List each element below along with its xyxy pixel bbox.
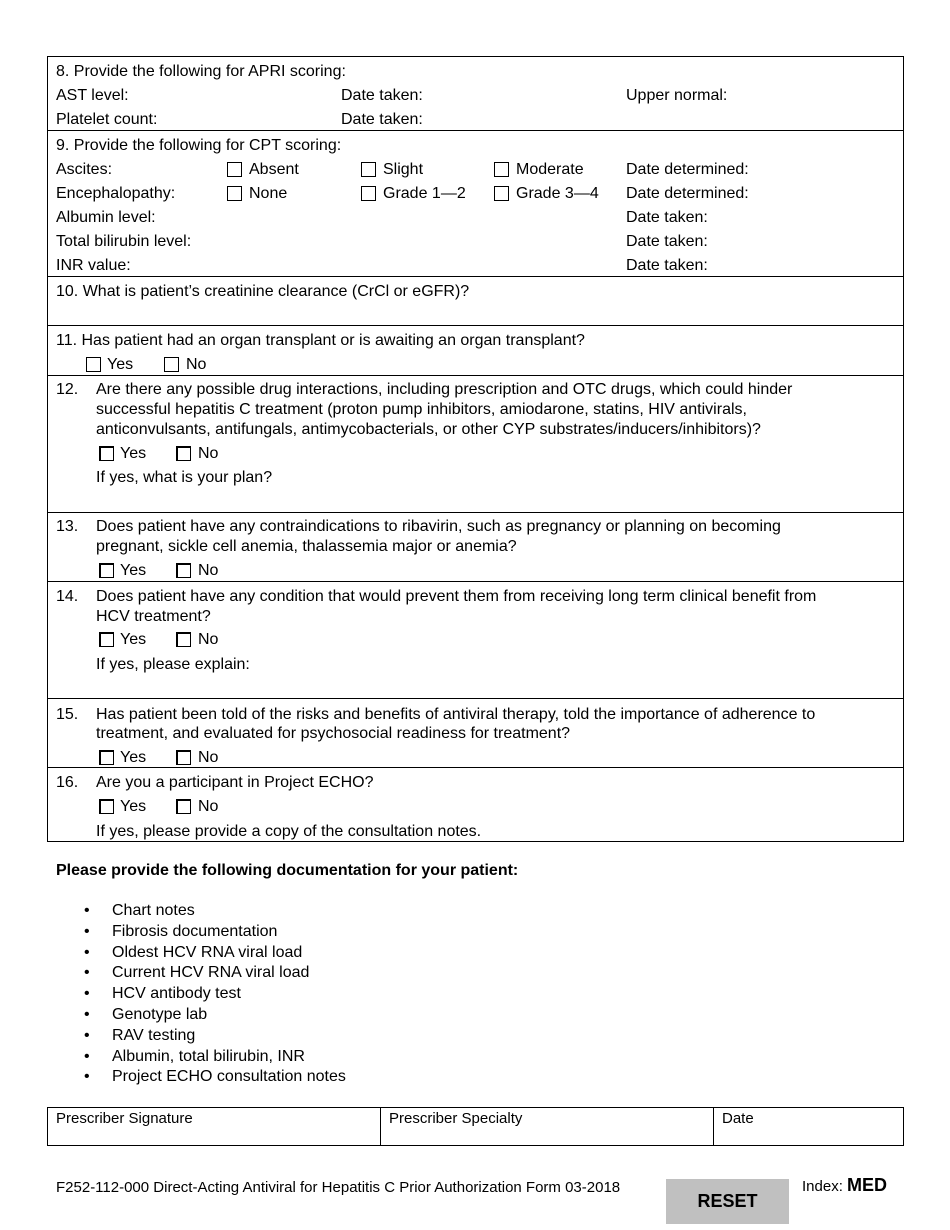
divider-q13 [47, 512, 904, 513]
prescriber-specialty-field[interactable] [380, 1107, 714, 1146]
divider-q15 [47, 698, 904, 699]
bullet-icon: • [84, 1026, 90, 1044]
bullet-icon: • [84, 943, 90, 961]
q8-heading: 8. Provide the following for APRI scoring: [56, 63, 346, 80]
q12-no-checkbox[interactable] [176, 446, 191, 461]
prescriber-signature-field[interactable] [47, 1107, 381, 1146]
list-item: • Oldest HCV RNA viral load [84, 943, 346, 964]
q13-line-2: pregnant, sickle cell anemia, thalassemia major or anemia? [96, 538, 517, 555]
form-id: F252-112-000 Direct-Acting Antiviral for Hepatitis C Prior Authorization Form 03-2018 [56, 1179, 621, 1196]
q12-yes-label: Yes [120, 445, 147, 462]
q16-text: Are you a participant in Project ECHO? [96, 774, 374, 791]
q11-yes-checkbox[interactable] [86, 357, 101, 372]
documentation-heading: Please provide the following documentation for your patient: [56, 862, 519, 879]
q14-no-checkbox[interactable] [176, 632, 191, 647]
bullet-icon: • [84, 922, 90, 940]
q12-no-label: No [198, 445, 219, 462]
reset-button[interactable]: RESET [666, 1179, 789, 1224]
list-item: • Chart notes [84, 901, 346, 922]
q14-number: 14. [56, 588, 79, 605]
q12-line-3: anticonvulsants, antifungals, antimycobacterials, or other CYP substrates/inducers/inhibitors)? [96, 421, 761, 438]
inr-date-label: Date taken: [626, 257, 708, 274]
q14-line-2: HCV treatment? [96, 608, 211, 625]
albumin-label: Albumin level: [56, 209, 156, 226]
prescriber-specialty-label: Prescriber Specialty [389, 1110, 523, 1127]
ascites-absent-label: Absent [249, 161, 299, 178]
platelet-date-label: Date taken: [341, 111, 423, 128]
q11-no-checkbox[interactable] [164, 357, 179, 372]
ascites-slight-checkbox[interactable] [361, 162, 376, 177]
q16-yes-checkbox[interactable] [99, 799, 114, 814]
q15-line-2: treatment, and evaluated for psychosocial readiness for treatment? [96, 725, 571, 742]
enceph-date-label: Date determined: [626, 185, 749, 202]
q13-yes-label: Yes [120, 562, 147, 579]
q14-yes-checkbox[interactable] [99, 632, 114, 647]
enceph-grade12-checkbox[interactable] [361, 186, 376, 201]
upper-normal-label: Upper normal: [626, 87, 728, 104]
list-item: • RAV testing [84, 1026, 346, 1047]
bullet-icon: • [84, 1068, 90, 1086]
q11-text: 11. Has patient had an organ transplant or is awaiting an organ transplant? [56, 332, 585, 349]
q16-no-label: No [198, 798, 219, 815]
ascites-date-label: Date determined: [626, 161, 749, 178]
enceph-none-checkbox[interactable] [227, 186, 242, 201]
inr-label: INR value: [56, 257, 131, 274]
index-value: MED [847, 1175, 888, 1195]
q14-followup: If yes, please explain: [96, 656, 250, 673]
divider-q11 [47, 325, 904, 326]
q16-no-checkbox[interactable] [176, 799, 191, 814]
q15-yes-checkbox[interactable] [99, 750, 114, 765]
q13-line-1: Does patient have any contraindications to ribavirin, such as pregnancy or planning on becoming [96, 518, 781, 535]
bullet-icon: • [84, 1005, 90, 1023]
ascites-moderate-checkbox[interactable] [494, 162, 509, 177]
list-item: • Albumin, total bilirubin, INR [84, 1047, 346, 1068]
date-field[interactable] [713, 1107, 904, 1146]
ast-date-label: Date taken: [341, 87, 423, 104]
q13-no-label: No [198, 562, 219, 579]
q14-line-1: Does patient have any condition that would prevent them from receiving long term clinical benefit from [96, 588, 817, 605]
list-item: • Genotype lab [84, 1005, 346, 1026]
q11-no-label: No [186, 356, 207, 373]
bilirubin-date-label: Date taken: [626, 233, 708, 250]
q12-followup: If yes, what is your plan? [96, 469, 273, 486]
bilirubin-label: Total bilirubin level: [56, 233, 192, 250]
bullet-icon: • [84, 964, 90, 982]
enceph-grade34-checkbox[interactable] [494, 186, 509, 201]
prescriber-signature-label: Prescriber Signature [56, 1110, 193, 1127]
q12-yes-checkbox[interactable] [99, 446, 114, 461]
divider-q14 [47, 581, 904, 582]
q13-no-checkbox[interactable] [176, 563, 191, 578]
q15-number: 15. [56, 706, 79, 723]
q16-followup: If yes, please provide a copy of the consultation notes. [96, 823, 482, 840]
ascites-moderate-label: Moderate [516, 161, 584, 178]
platelet-count-label: Platelet count: [56, 111, 158, 128]
q16-number: 16. [56, 774, 79, 791]
q15-line-1: Has patient been told of the risks and benefits of antiviral therapy, told the importance of adherence to [96, 706, 816, 723]
list-item: • HCV antibody test [84, 984, 346, 1005]
q9-heading: 9. Provide the following for CPT scoring: [56, 137, 342, 154]
bullet-icon: • [84, 985, 90, 1003]
albumin-date-label: Date taken: [626, 209, 708, 226]
q15-no-checkbox[interactable] [176, 750, 191, 765]
q14-yes-label: Yes [120, 631, 147, 648]
bullet-icon: • [84, 902, 90, 919]
encephalopathy-label: Encephalopathy: [56, 185, 176, 202]
q12-line-1: Are there any possible drug interactions, including prescription and OTC drugs, which could hinder [96, 381, 793, 398]
index-label: Index: MED [802, 1175, 888, 1195]
q15-yes-label: Yes [120, 749, 147, 766]
documentation-list [84, 901, 346, 1088]
ascites-absent-checkbox[interactable] [227, 162, 242, 177]
divider-q16 [47, 767, 904, 768]
enceph-grade12-label: Grade 1—2 [383, 185, 466, 202]
divider-q9 [47, 130, 904, 131]
divider-q12 [47, 375, 904, 376]
enceph-none-label: None [249, 185, 288, 202]
list-item: • Current HCV RNA viral load [84, 963, 346, 984]
q15-no-label: No [198, 749, 219, 766]
divider-q10 [47, 276, 904, 277]
list-item: • Fibrosis documentation [84, 922, 346, 943]
q10-text: 10. What is patient’s creatinine clearance (CrCl or eGFR)? [56, 283, 470, 300]
q16-yes-label: Yes [120, 798, 147, 815]
q14-no-label: No [198, 631, 219, 648]
ascites-slight-label: Slight [383, 161, 424, 178]
ascites-label: Ascites: [56, 161, 113, 178]
q13-yes-checkbox[interactable] [99, 563, 114, 578]
date-label: Date [722, 1110, 754, 1127]
bullet-icon: • [84, 1047, 90, 1065]
q12-line-2: successful hepatitis C treatment (proton pump inhibitors, amiodarone, statins, HIV antivirals, [96, 401, 747, 418]
q11-yes-label: Yes [107, 356, 134, 373]
enceph-grade34-label: Grade 3—4 [516, 185, 599, 202]
q13-number: 13. [56, 518, 79, 535]
list-item: • Project ECHO consultation notes [84, 1067, 346, 1088]
q12-number: 12. [56, 381, 79, 398]
ast-level-label: AST level: [56, 87, 129, 104]
